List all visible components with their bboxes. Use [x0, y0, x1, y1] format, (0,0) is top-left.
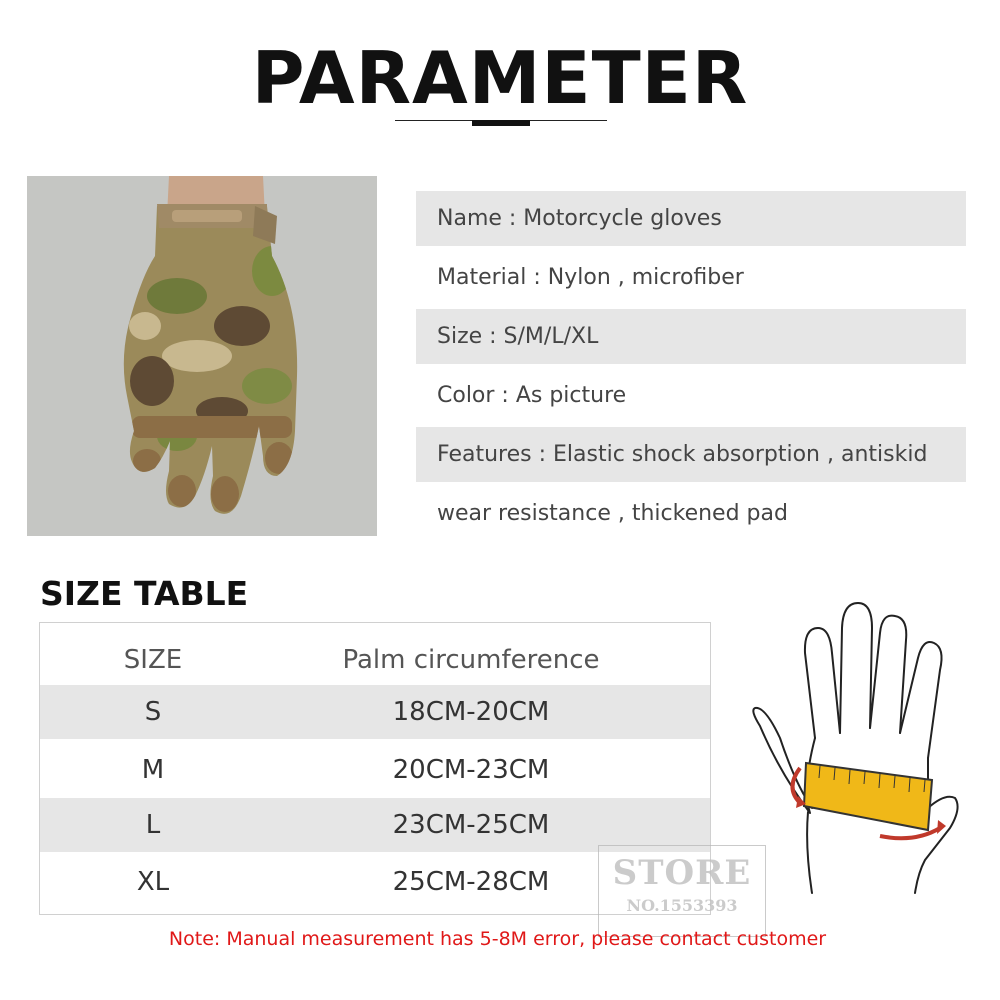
header-size: SIZE — [123, 645, 183, 675]
param-features: Features : Elastic shock absorption , antiskid — [416, 427, 966, 482]
palm-cell: 20CM-23CM — [392, 755, 550, 785]
table-row — [40, 743, 710, 797]
store-watermark — [598, 845, 766, 937]
hand-measure-diagram — [740, 598, 990, 898]
page-title: PARAMETER — [251, 36, 749, 120]
size-table-title: SIZE TABLE — [40, 574, 249, 613]
header-palm: Palm circumference — [342, 645, 600, 675]
palm-cell: 25CM-28CM — [392, 867, 550, 897]
size-cell: M — [141, 755, 165, 785]
size-cell: S — [144, 697, 162, 727]
table-row — [40, 685, 710, 739]
watermark-store: STORE — [612, 853, 752, 893]
product-photo — [27, 176, 377, 536]
param-features-cont: wear resistance , thickened pad — [437, 501, 788, 526]
table-header-row — [40, 633, 710, 687]
measurement-note: Note: Manual measurement has 5-8M error, please contact customer — [168, 928, 827, 950]
param-name: Name : Motorcycle gloves — [416, 191, 966, 246]
camouflage-glove-icon — [27, 176, 377, 536]
param-size: Size : S/M/L/XL — [416, 309, 966, 364]
size-cell: L — [145, 810, 161, 840]
table-row — [40, 798, 710, 852]
watermark-number: NO.1553393 — [626, 896, 738, 915]
size-cell: XL — [136, 867, 170, 897]
parameter-list — [416, 191, 966, 545]
param-color: Color : As picture — [437, 383, 627, 408]
palm-cell: 23CM-25CM — [392, 810, 550, 840]
title-underline-accent — [472, 120, 530, 126]
hand-measure-icon — [740, 598, 990, 898]
palm-cell: 18CM-20CM — [392, 697, 550, 727]
param-material: Material : Nylon , microfiber — [437, 265, 744, 290]
